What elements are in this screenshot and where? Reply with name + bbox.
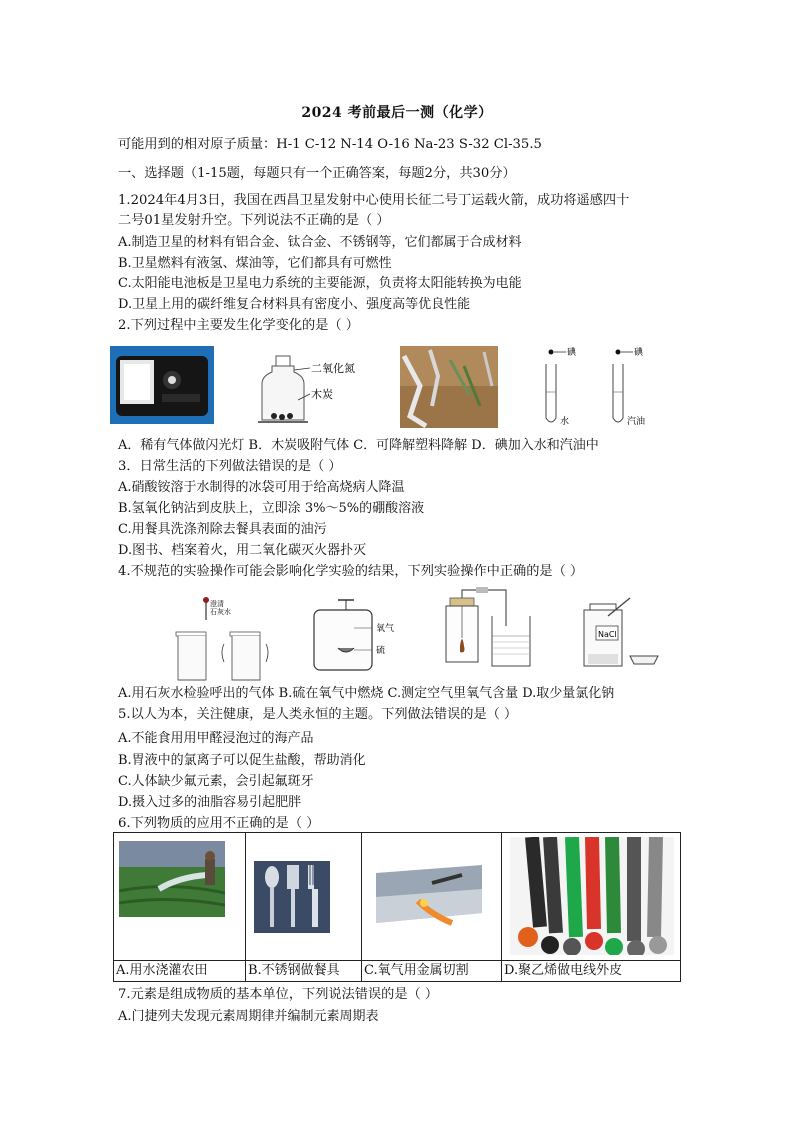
q6-image-a-cell [114, 833, 245, 960]
q6-options-table [113, 832, 681, 982]
flash-lamp-photo [110, 346, 214, 424]
q6-option-c: C.氧气用金属切割 [362, 961, 502, 982]
q6-stem: 6.下列物质的应用不正确的是（ ） [118, 816, 320, 831]
q4-options: A.用石灰水检验呼出的气体 B.硫在氧气中燃烧 C.测定空气里氧气含量 D.取少量氯化钠 [118, 686, 615, 701]
label-charcoal: 木炭 [311, 388, 333, 401]
label-iodine-1: 碘 [567, 348, 577, 358]
cutlery-photo [254, 861, 330, 933]
label-iodine-2: 碘 [634, 348, 644, 358]
limewater-test-figure [172, 596, 282, 682]
label-sulfur: 硫 [376, 646, 386, 656]
label-limewater-b: 石灰水 [210, 608, 231, 616]
q3-option-c: C.用餐具洗涤剂除去餐具表面的油污 [118, 522, 327, 537]
q6-option-a: A.用水浇灌农田 [114, 961, 246, 982]
exam-title: 2024 考前最后一测（化学） [301, 105, 493, 121]
q1-option-c: C.太阳能电池板是卫星电力系统的主要能源，负责将太阳能转换为电能 [118, 276, 522, 291]
label-water: 水 [560, 417, 570, 427]
q5-stem: 5.以人为本，关注健康，是人类永恒的主题。下列做法错误的是（ ） [118, 707, 518, 722]
plastic-degradation-photo [400, 346, 498, 428]
atomic-mass-line: 可能用到的相对原子质量：H-1 C-12 N-14 O-16 Na-23 S-32 Cl-35.5 [118, 137, 542, 152]
q5-option-d: D.摄入过多的油脂容易引起肥胖 [118, 795, 302, 810]
cable-insulation-photo [510, 837, 674, 955]
q1-option-d: D.卫星上用的碳纤维复合材料具有密度小、强度高等优良性能 [118, 297, 471, 312]
label-oxygen: 氧气 [376, 624, 395, 634]
sulfur-combustion-figure [310, 598, 396, 674]
q2-stem: 2.下列过程中主要发生化学变化的是（ ） [118, 318, 359, 333]
label-nitrogen-dioxide: 二氧化氮 [311, 362, 355, 375]
q4-stem: 4.不规范的实验操作可能会影响化学实验的结果，下列实验操作中正确的是（ ） [118, 564, 584, 579]
q6-image-b-cell [246, 833, 361, 960]
q3-option-d: D.图书、档案着火，用二氧化碳灭火器扑灭 [118, 543, 367, 558]
nacl-sampling-figure [578, 596, 666, 672]
q1-option-a: A.制造卫星的材料有铝合金、钛合金、不锈钢等，它们都属于合成材料 [118, 235, 522, 250]
q6-option-b: B.不锈钢做餐具 [246, 961, 362, 982]
q3-stem: 3．日常生活的下列做法错误的是（ ） [118, 459, 342, 474]
metal-cutting-photo [372, 863, 486, 927]
q5-option-c: C.人体缺少氟元素，会引起氟斑牙 [118, 774, 314, 789]
q6-image-c-cell [362, 833, 501, 960]
q5-option-b: B.胃液中的氯离子可以促生盐酸，帮助消化 [118, 753, 366, 768]
oxygen-content-apparatus-figure [440, 586, 536, 672]
q1-stem-line1: 1.2024年4月3日，我国在西昌卫星发射中心使用长征二号丁运载火箭，成功将遥感四十 [118, 193, 630, 208]
q2-options: A．稀有气体做闪光灯 B．木炭吸附气体 C．可降解塑料降解 D．碘加入水和汽油中 [118, 438, 599, 453]
irrigation-photo [119, 841, 225, 917]
q1-option-b: B.卫星燃料有液氢、煤油等，它们都具有可燃性 [118, 256, 392, 271]
label-limewater-a: 澄清 [210, 600, 224, 608]
iodine-test-tubes-figure [536, 344, 666, 430]
label-gasoline: 汽油 [627, 417, 646, 427]
carbon-adsorption-figure [258, 350, 363, 426]
section-heading: 一、选择题（1-15题，每题只有一个正确答案，每题2分，共30分） [118, 166, 516, 181]
q3-option-b: B.氢氧化钠沾到皮肤上，立即涂 3%～5%的硼酸溶液 [118, 501, 425, 516]
q1-stem-line2: 二号01星发射升空。下列说法不正确的是（ ） [118, 213, 390, 228]
q6-option-d: D.聚乙烯做电线外皮 [502, 961, 681, 982]
q7-option-a: A.门捷列夫发现元素周期律并编制元素周期表 [118, 1009, 379, 1024]
q5-option-a: A.不能食用用甲醛浸泡过的海产品 [118, 731, 314, 746]
q3-option-a: A.硝酸铵溶于水制得的冰袋可用于给高烧病人降温 [118, 480, 405, 495]
label-nacl: NaCl [598, 630, 617, 639]
q7-stem: 7.元素是组成物质的基本单位，下列说法错误的是（ ） [118, 987, 439, 1002]
q6-image-d-cell [502, 833, 680, 960]
